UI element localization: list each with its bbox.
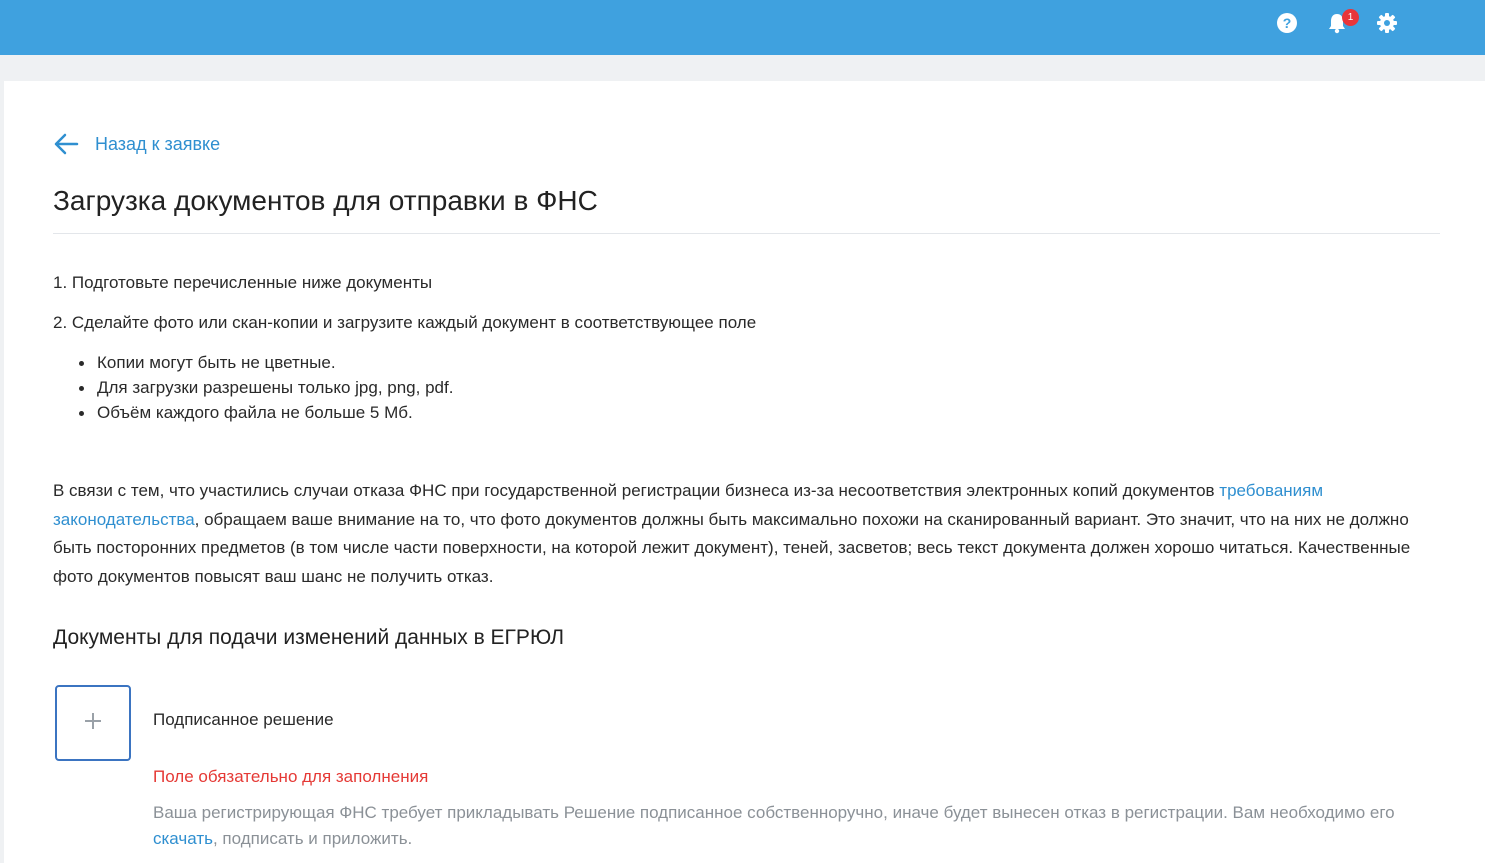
requirement-item: Объём каждого файла не больше 5 Мб.	[53, 403, 453, 428]
help-icon[interactable]	[1276, 12, 1298, 34]
content-card	[4, 81, 1485, 863]
requirement-item: Копии могут быть не цветные.	[53, 353, 453, 378]
requirements-list	[53, 353, 453, 428]
notice-paragraph	[53, 477, 1448, 591]
divider	[53, 233, 1440, 234]
back-link-label[interactable]: Назад к заявке	[95, 133, 221, 154]
hint-text: , подписать и приложить.	[212, 829, 413, 848]
steps-list	[53, 273, 756, 353]
upload-hint	[153, 800, 1443, 852]
required-field-error: Поле обязательно для заполнения	[153, 767, 429, 786]
notice-text: , обращаем ваше внимание на то, что фото документов должны быть максимально похожи на сканированный вариант. Это значит, что на них не должно быть посторонних предметов (в том числе части поверхности, на которой лежит документ), теней, засветов; весь текст документа должен хорошо читаться. Качественные фото документов повысят ваш шанс не получить отказ.	[53, 509, 1411, 586]
top-bar	[0, 0, 1485, 55]
download-link[interactable]: скачать	[153, 829, 213, 848]
page-title: Загрузка документов для отправки в ФНС	[53, 185, 598, 216]
legislation-link[interactable]: требованиям законодательства	[53, 481, 1324, 529]
section-title: Документы для подачи изменений данных в ЕГРЮЛ	[53, 626, 564, 649]
hint-text: Ваша регистрирующая ФНС требует прикладывать Решение подписанное собственноручно, иначе будет вынесен отказ в регистрации. Вам необходимо его	[153, 803, 1395, 822]
notification-badge: 1	[1342, 9, 1359, 26]
arrow-left-icon	[53, 133, 79, 155]
back-link[interactable]	[53, 131, 220, 157]
svg-text:?: ?	[1282, 15, 1292, 31]
step-item: 2. Сделайте фото или скан-копии и загрузите каждый документ в соответствующее поле	[53, 313, 757, 332]
upload-button[interactable]	[55, 685, 131, 761]
plus-icon	[83, 711, 103, 736]
requirement-item: Для загрузки разрешены только jpg, png, pdf.	[53, 378, 453, 403]
notice-text: В связи с тем, что участились случаи отказа ФНС при государственной регистрации бизнеса из-за несоответствия электронных копий документов	[53, 481, 1220, 500]
upload-label: Подписанное решение	[153, 710, 334, 729]
gear-icon[interactable]	[1376, 12, 1398, 34]
step-item: 1. Подготовьте перечисленные ниже документы	[53, 273, 433, 292]
